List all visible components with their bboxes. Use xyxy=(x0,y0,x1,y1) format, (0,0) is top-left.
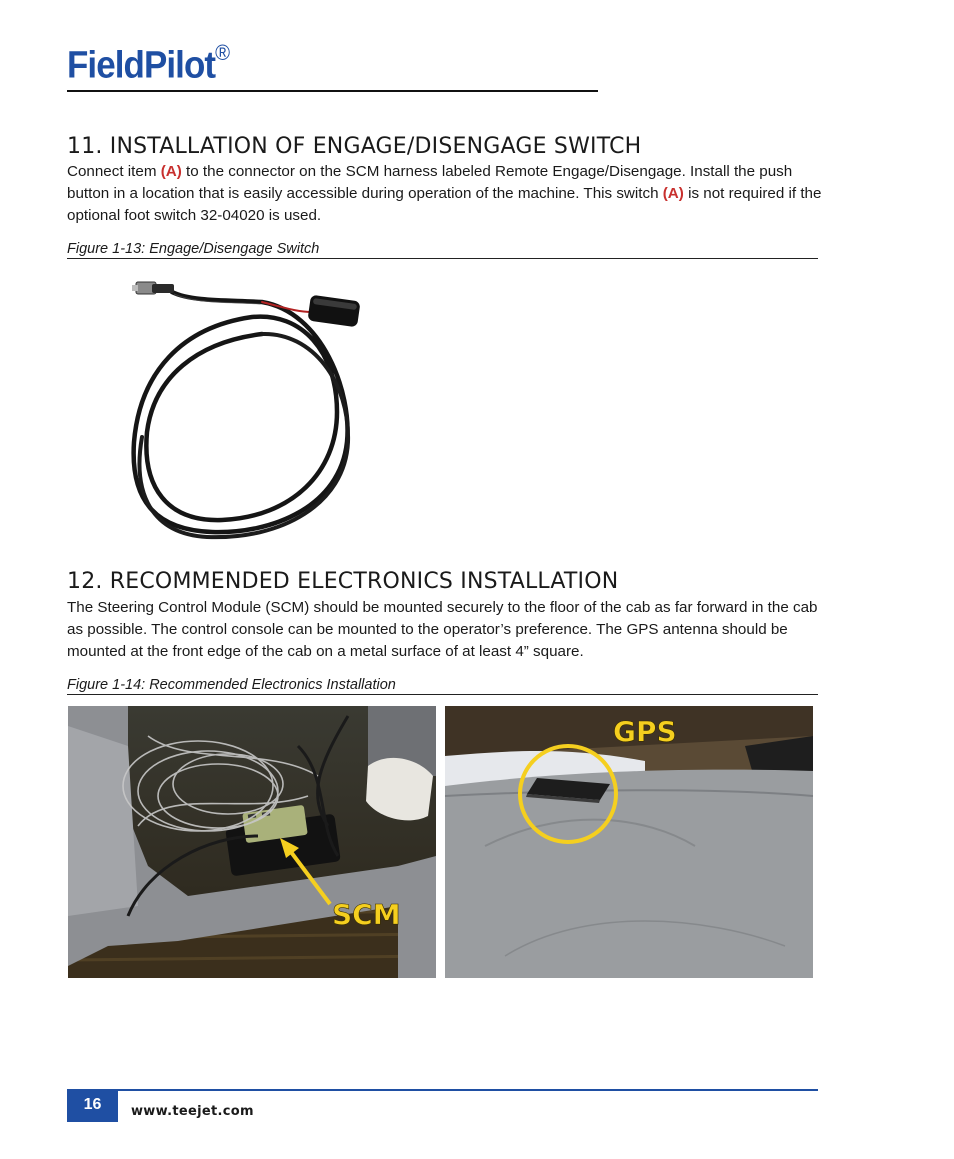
section-11-heading: 11. INSTALLATION OF ENGAGE/DISENGAGE SWITCH xyxy=(67,134,642,159)
push-button-connector-icon xyxy=(307,295,360,328)
footer-website: www.teejet.com xyxy=(131,1104,254,1119)
item-a-ref-1: (A) xyxy=(160,163,182,180)
section-11-text-1: Connect item xyxy=(67,163,161,180)
engage-switch-cable-image xyxy=(112,272,382,547)
gps-callout-label: GPS xyxy=(613,715,677,748)
bnc-connector-icon xyxy=(132,282,174,294)
section-11-body xyxy=(67,161,827,227)
section-11-text-3: is not required if the optional foot switch 32-04020 is used. xyxy=(67,185,822,224)
brand-logo xyxy=(67,40,231,88)
section-12-heading: 12. RECOMMENDED ELECTRONICS INSTALLATION xyxy=(67,569,619,594)
figure-1-13-caption: Figure 1-13: Engage/Disengage Switch xyxy=(67,241,818,259)
scm-installation-photo xyxy=(68,706,436,978)
registered-mark: ® xyxy=(215,40,231,65)
gps-installation-photo xyxy=(445,706,813,978)
page-number: 16 xyxy=(67,1091,118,1122)
item-a-ref-2: (A) xyxy=(662,185,684,202)
header-divider xyxy=(67,90,598,92)
figure-1-14-caption: Figure 1-14: Recommended Electronics Installation xyxy=(67,677,818,695)
scm-callout-label: SCM xyxy=(332,898,401,931)
footer-divider xyxy=(67,1089,818,1091)
brand-name: FieldPilot xyxy=(67,44,216,87)
section-12-body: The Steering Control Module (SCM) should be mounted securely to the floor of the cab as far forward in the cab as possible. The control console can be mounted to the operator’s preference. The GPS antenna should be mounted at the front edge of the cab on a metal surface of at least 4” square. xyxy=(67,599,818,660)
section-11-text-2: to the connector on the SCM harness labeled Remote Engage/Disengage. Install the push button in a location that is easily accessible during operation of the machine. This switch xyxy=(67,163,793,202)
